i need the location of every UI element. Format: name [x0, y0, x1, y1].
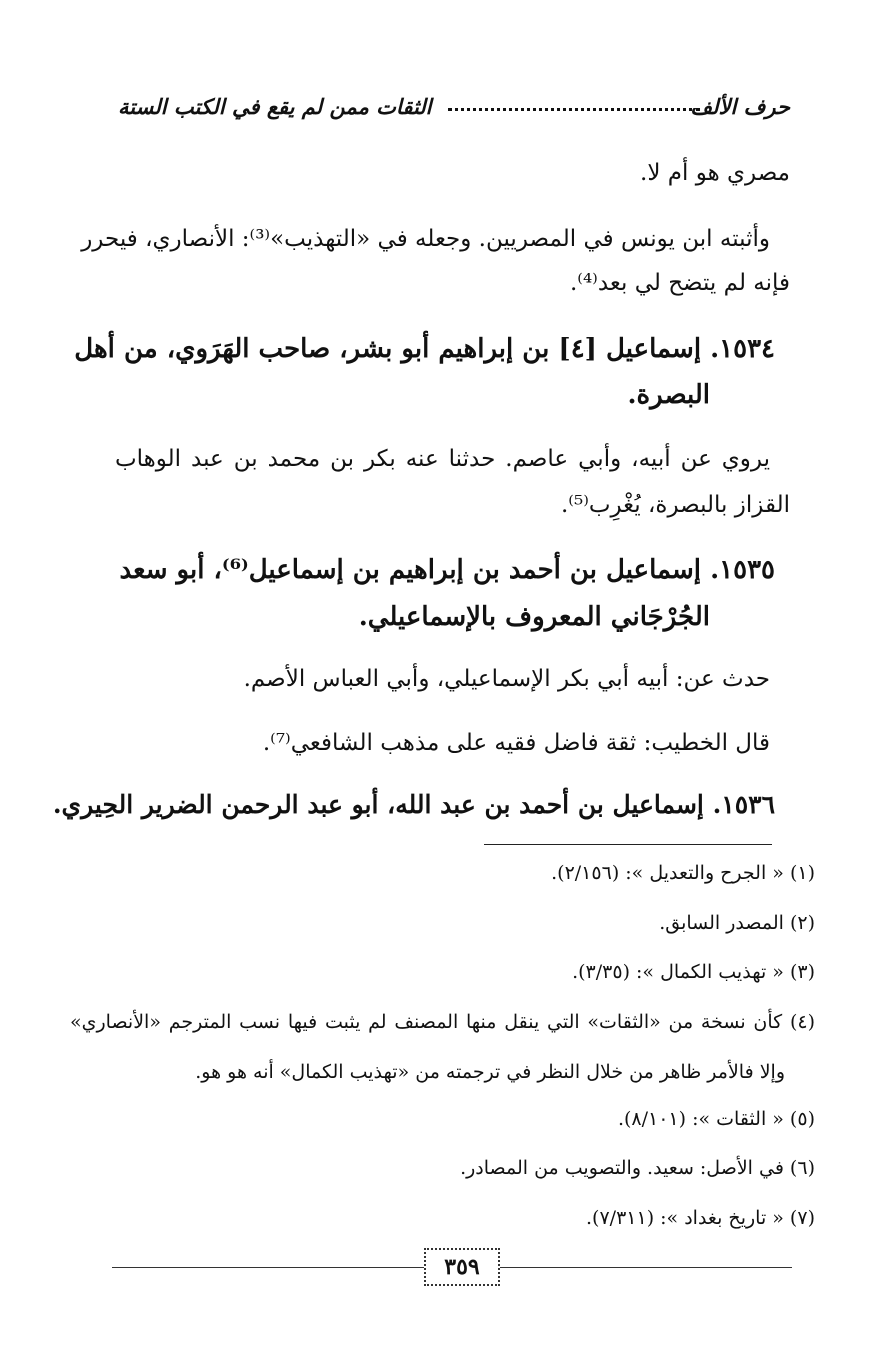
header-leader-dots [448, 108, 700, 111]
footnote-4-cont: وإلا فالأمر ظاهر من خلال النظر في ترجمته من «تهذيب الكمال» أنه هو هو. [195, 1061, 785, 1083]
footnote-separator [484, 844, 772, 845]
paragraph-line: وأثبته ابن يونس في المصريين. وجعله في «التهذيب»⁽³⁾: الأنصاري، فيحرر [81, 226, 770, 252]
paragraph-line: فإنه لم يتضح لي بعد⁽⁴⁾. [569, 270, 790, 296]
header-section-title: حرف الألف [690, 94, 790, 119]
entry-heading-1535-cont: الجُرْجَاني المعروف بالإسماعيلي. [358, 602, 710, 632]
footer-rule-right [500, 1267, 792, 1268]
footnote-6: (٦) في الأصل: سعيد. والتصويب من المصادر. [460, 1157, 815, 1179]
footnote-3: (٣) « تهذيب الكمال »: (٣/٣٥). [572, 961, 815, 983]
footnote-2: (٢) المصدر السابق. [659, 912, 815, 934]
entry-heading-1534-cont: البصرة. [627, 380, 710, 410]
header-book-title: الثقات ممن لم يقع في الكتب الستة [118, 94, 432, 119]
footnote-4: (٤) كأن نسخة من «الثقات» التي ينقل منها المصنف لم يثبت فيها نسب المترجم «الأنصاري» [70, 1011, 815, 1033]
paragraph-line: يروي عن أبيه، وأبي عاصم. حدثنا عنه بكر بن محمد بن عبد الوهاب [115, 446, 770, 472]
paragraph-line: قال الخطيب: ثقة فاضل فقيه على مذهب الشافعي⁽⁷⁾. [262, 730, 770, 756]
entry-heading-1535: ١٥٣٥. إسماعيل بن أحمد بن إبراهيم بن إسماعيل⁽⁶⁾، أبو سعد [119, 555, 775, 585]
paragraph-line: مصري هو أم لا. [640, 160, 790, 186]
footnote-7: (٧) « تاريخ بغداد »: (٧/٣١١). [586, 1207, 815, 1229]
entry-heading-1534: ١٥٣٤. إسماعيل [٤] بن إبراهيم أبو بشر، صاحب الهَرَوي، من أهل [74, 334, 775, 364]
paragraph-line: حدث عن: أبيه أبي بكر الإسماعيلي، وأبي العباس الأصم. [243, 666, 770, 692]
footnote-5: (٥) « الثقات »: (٨/١٠١). [617, 1108, 815, 1130]
page-number: ٣٥٩ [424, 1248, 500, 1286]
entry-heading-1536: ١٥٣٦. إسماعيل بن أحمد بن عبد الله، أبو عبد الرحمن الضرير الحِيري. [52, 790, 775, 819]
footnote-1: (١) « الجرح والتعديل »: (٢/١٥٦). [551, 862, 815, 884]
footer-rule-left [112, 1267, 424, 1268]
paragraph-line: القزاز بالبصرة، يُغْرِب⁽⁵⁾. [560, 492, 790, 518]
running-header [118, 94, 790, 128]
